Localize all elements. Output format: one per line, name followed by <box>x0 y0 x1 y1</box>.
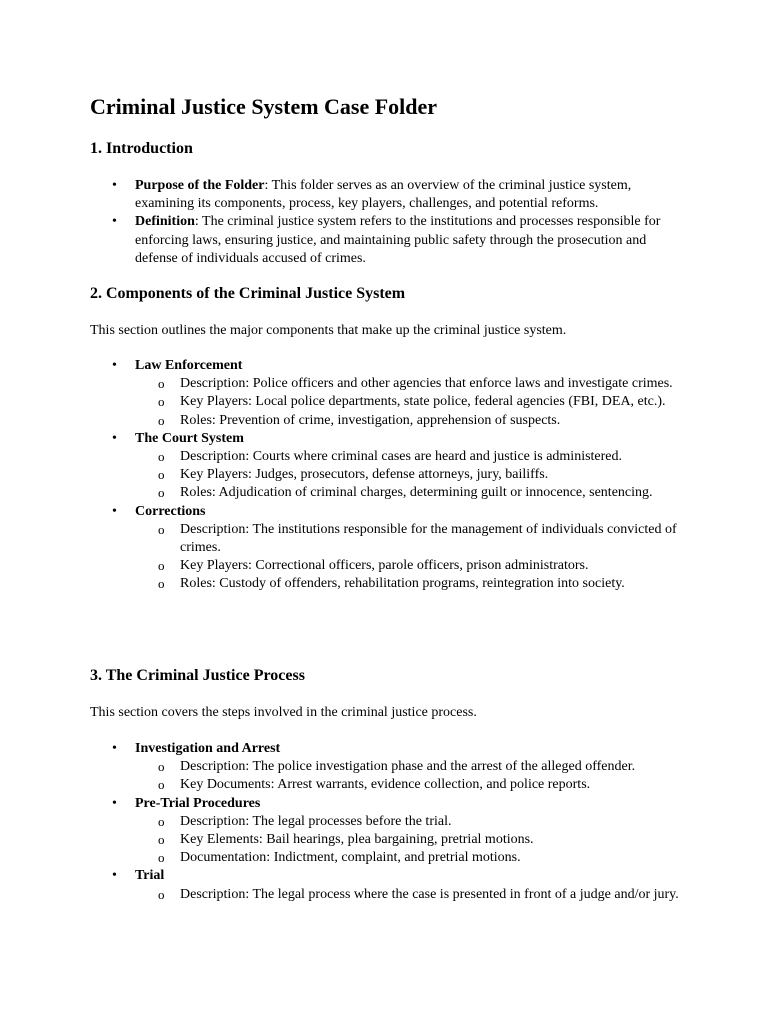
list-item <box>90 177 690 213</box>
sub-list <box>135 813 690 868</box>
sub-list-item: o Description: Police officers and other agencies that enforce laws and investigate crimes. <box>135 375 690 393</box>
components-list <box>90 357 690 594</box>
sub-list <box>135 758 690 794</box>
sub-list-item: o Key Players: Correctional officers, parole officers, prison administrators. <box>135 557 690 575</box>
list-item <box>90 357 690 430</box>
circle-bullet-icon: o <box>158 521 165 537</box>
bullet-icon: • <box>112 214 117 230</box>
circle-bullet-icon: o <box>158 467 165 483</box>
bullet-icon: • <box>112 795 117 811</box>
sub-list <box>135 886 690 904</box>
list-item <box>90 795 690 868</box>
sub-list <box>135 375 690 430</box>
document-title: Criminal Justice System Case Folder <box>90 94 438 119</box>
circle-bullet-icon: o <box>158 376 165 392</box>
bullet-icon: • <box>112 741 117 756</box>
sub-list-item: o Key Players: Judges, prosecutors, defense attorneys, jury, bailiffs. <box>135 466 690 484</box>
list-item <box>90 867 690 903</box>
list-item <box>90 213 690 268</box>
section-heading-introduction: 1. Introduction <box>90 140 193 157</box>
circle-bullet-icon: o <box>158 832 165 848</box>
sub-list-item: o Description: The legal process where the case is presented in front of a judge and/or jury. <box>135 886 690 904</box>
list-item <box>90 740 690 795</box>
circle-bullet-icon: o <box>158 394 165 410</box>
sub-list-item: o Key Documents: Arrest warrants, evidence collection, and police reports. <box>135 776 690 794</box>
sub-list-item: o Description: The legal processes before the trial. <box>135 813 690 831</box>
sub-list <box>135 448 690 503</box>
item-label: Pre-Trial Procedures <box>135 795 261 811</box>
sub-list-item: o Description: The institutions responsible for the management of individuals convicted of crimes. <box>158 521 677 556</box>
sub-list-item: o Description: Courts where criminal cases are heard and justice is administered. <box>135 448 690 466</box>
section-intro: This section outlines the major components that make up the criminal justice system. <box>90 323 567 338</box>
sub-list-item: o Roles: Custody of offenders, rehabilitation programs, reintegration into society. <box>135 575 690 593</box>
item-text: : This folder serves as an overview of the criminal justice system, examining its components, process, key players, challenges, and potential reforms. <box>135 178 632 212</box>
item-label: The Court System <box>135 430 244 446</box>
circle-bullet-icon: o <box>158 759 165 775</box>
section-intro: This section covers the steps involved in the criminal justice process. <box>90 705 477 720</box>
section-heading-components: 2. Components of the Criminal Justice System <box>90 285 406 302</box>
item-label: Corrections <box>135 503 206 519</box>
circle-bullet-icon: o <box>158 886 165 902</box>
sub-list-item: o Roles: Adjudication of criminal charges, determining guilt or innocence, sentencing. <box>135 484 690 502</box>
item-label: Trial <box>135 868 165 884</box>
item-label: Law Enforcement <box>135 358 243 373</box>
introduction-list <box>90 177 690 268</box>
circle-bullet-icon: o <box>158 558 165 574</box>
sub-list-item: o Documentation: Indictment, complaint, and pretrial motions. <box>135 849 690 867</box>
item-label: Investigation and Arrest <box>135 741 281 756</box>
section-heading-process: 3. The Criminal Justice Process <box>90 667 305 684</box>
circle-bullet-icon: o <box>158 412 165 428</box>
circle-bullet-icon: o <box>158 777 165 793</box>
list-item <box>90 503 690 594</box>
sub-list-item: o Key Elements: Bail hearings, plea bargaining, pretrial motions. <box>135 831 690 849</box>
sub-list-item: o Key Players: Local police departments, state police, federal agencies (FBI, DEA, etc.). <box>135 393 690 411</box>
bullet-icon: • <box>112 503 117 519</box>
circle-bullet-icon: o <box>158 850 165 866</box>
item-label: Purpose of the Folder <box>135 178 265 193</box>
bullet-icon: • <box>112 178 117 193</box>
sub-list-item: o Roles: Prevention of crime, investigation, apprehension of suspects. <box>135 412 690 430</box>
bullet-icon: • <box>112 358 117 373</box>
bullet-icon: • <box>112 430 117 446</box>
process-list <box>90 740 690 904</box>
circle-bullet-icon: o <box>158 576 165 592</box>
item-label: Definition <box>135 214 195 230</box>
item-text: : The criminal justice system refers to the institutions and processes responsible for enforcing laws, ensuring justice, and maintaining public safety through the prosecution and defense of individuals accused of crimes. <box>135 214 661 266</box>
sub-list <box>135 521 690 594</box>
circle-bullet-icon: o <box>158 449 165 465</box>
circle-bullet-icon: o <box>158 813 165 829</box>
circle-bullet-icon: o <box>158 485 165 501</box>
bullet-icon: • <box>112 868 117 884</box>
sub-list-item: o Description: The police investigation phase and the arrest of the alleged offender. <box>135 758 690 776</box>
list-item <box>90 430 690 503</box>
